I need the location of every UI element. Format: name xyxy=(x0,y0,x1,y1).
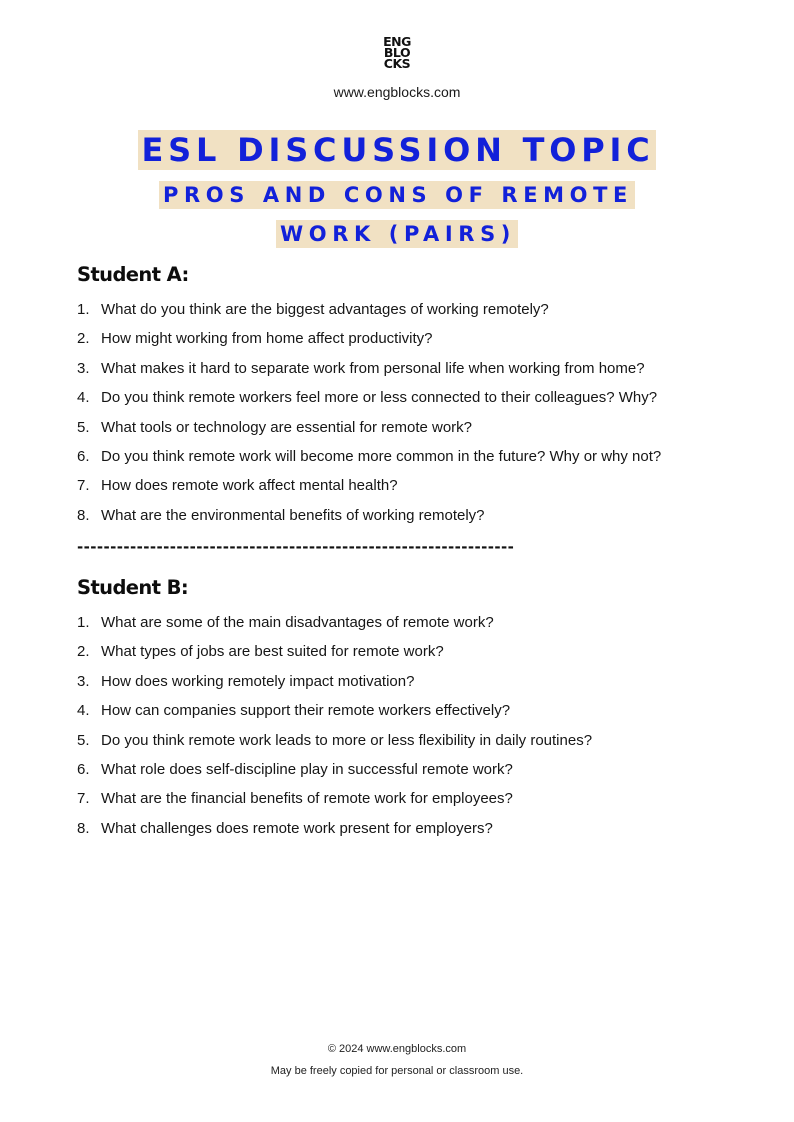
question-number: 2. xyxy=(77,643,90,661)
question-number: 1. xyxy=(77,614,90,631)
question-item xyxy=(77,642,757,671)
question-number: 6. xyxy=(77,447,90,465)
student-a-questions xyxy=(77,300,757,535)
question-number: 8. xyxy=(77,506,90,524)
logo-line-3: CKS xyxy=(383,56,411,71)
question-item xyxy=(77,388,757,417)
engblocks-logo xyxy=(0,36,794,73)
question-item xyxy=(77,506,757,535)
student-b-heading: Student B: xyxy=(77,576,189,599)
question-text: Do you think remote workers feel more or less connected to their colleagues? Why? xyxy=(101,389,658,407)
question-item xyxy=(77,760,757,789)
question-number: 4. xyxy=(77,389,90,407)
question-item xyxy=(77,418,757,447)
question-item xyxy=(77,731,757,760)
question-text: What challenges does remote work present for employers? xyxy=(101,819,493,837)
question-text: What tools or technology are essential for remote work? xyxy=(101,418,473,436)
question-item xyxy=(77,789,757,818)
section-divider: ------------------------------------------------------------------ xyxy=(77,538,515,556)
question-item xyxy=(77,329,757,358)
question-item xyxy=(77,476,757,505)
page-subtitle: PROS AND CONS OF REMOTE WORK (PAIRS) xyxy=(159,181,635,248)
site-url: www.engblocks.com xyxy=(333,84,461,100)
question-text: What do you think are the biggest advantages of working remotely? xyxy=(101,301,549,318)
question-item xyxy=(77,447,757,476)
question-number: 6. xyxy=(77,760,90,778)
question-number: 4. xyxy=(77,702,90,720)
question-number: 3. xyxy=(77,672,90,690)
question-number: 8. xyxy=(77,819,90,837)
title-block xyxy=(0,130,794,255)
student-b-questions xyxy=(77,613,757,848)
logo-line-2: BLO xyxy=(383,45,411,60)
student-a-heading: Student A: xyxy=(77,263,189,286)
question-text: How does working remotely impact motivation? xyxy=(101,672,415,690)
question-item xyxy=(77,819,757,848)
question-item xyxy=(77,613,757,642)
question-text: What are the financial benefits of remote work for employees? xyxy=(101,790,513,808)
question-item xyxy=(77,701,757,730)
question-item xyxy=(77,672,757,701)
question-text: What types of jobs are best suited for remote work? xyxy=(101,643,444,661)
question-number: 1. xyxy=(77,301,90,318)
footer-copyright: © 2024 www.engblocks.com xyxy=(327,1043,467,1055)
footer-notice: May be freely copied for personal or classroom use. xyxy=(270,1065,524,1077)
question-number: 7. xyxy=(77,477,90,495)
question-text: How might working from home affect productivity? xyxy=(101,330,433,348)
question-item xyxy=(77,300,757,329)
question-number: 5. xyxy=(77,731,90,749)
question-text: How does remote work affect mental health? xyxy=(101,477,398,495)
question-number: 7. xyxy=(77,790,90,808)
question-number: 3. xyxy=(77,359,90,377)
logo-mark xyxy=(383,36,411,69)
question-number: 2. xyxy=(77,330,90,348)
page-title: ESL DISCUSSION TOPIC xyxy=(138,130,657,170)
question-item xyxy=(77,359,757,388)
question-number: 5. xyxy=(77,418,90,436)
question-text: What role does self-discipline play in successful remote work? xyxy=(101,760,513,778)
question-text: What are some of the main disadvantages of remote work? xyxy=(101,614,494,631)
logo-line-1: ENG xyxy=(383,34,411,49)
question-text: Do you think remote work leads to more or less flexibility in daily routines? xyxy=(101,731,593,749)
question-text: What are the environmental benefits of working remotely? xyxy=(101,506,485,524)
question-text: Do you think remote work will become more common in the future? Why or why not? xyxy=(101,447,662,465)
question-text: How can companies support their remote workers effectively? xyxy=(101,702,511,720)
question-text: What makes it hard to separate work from personal life when working from home? xyxy=(101,359,645,377)
